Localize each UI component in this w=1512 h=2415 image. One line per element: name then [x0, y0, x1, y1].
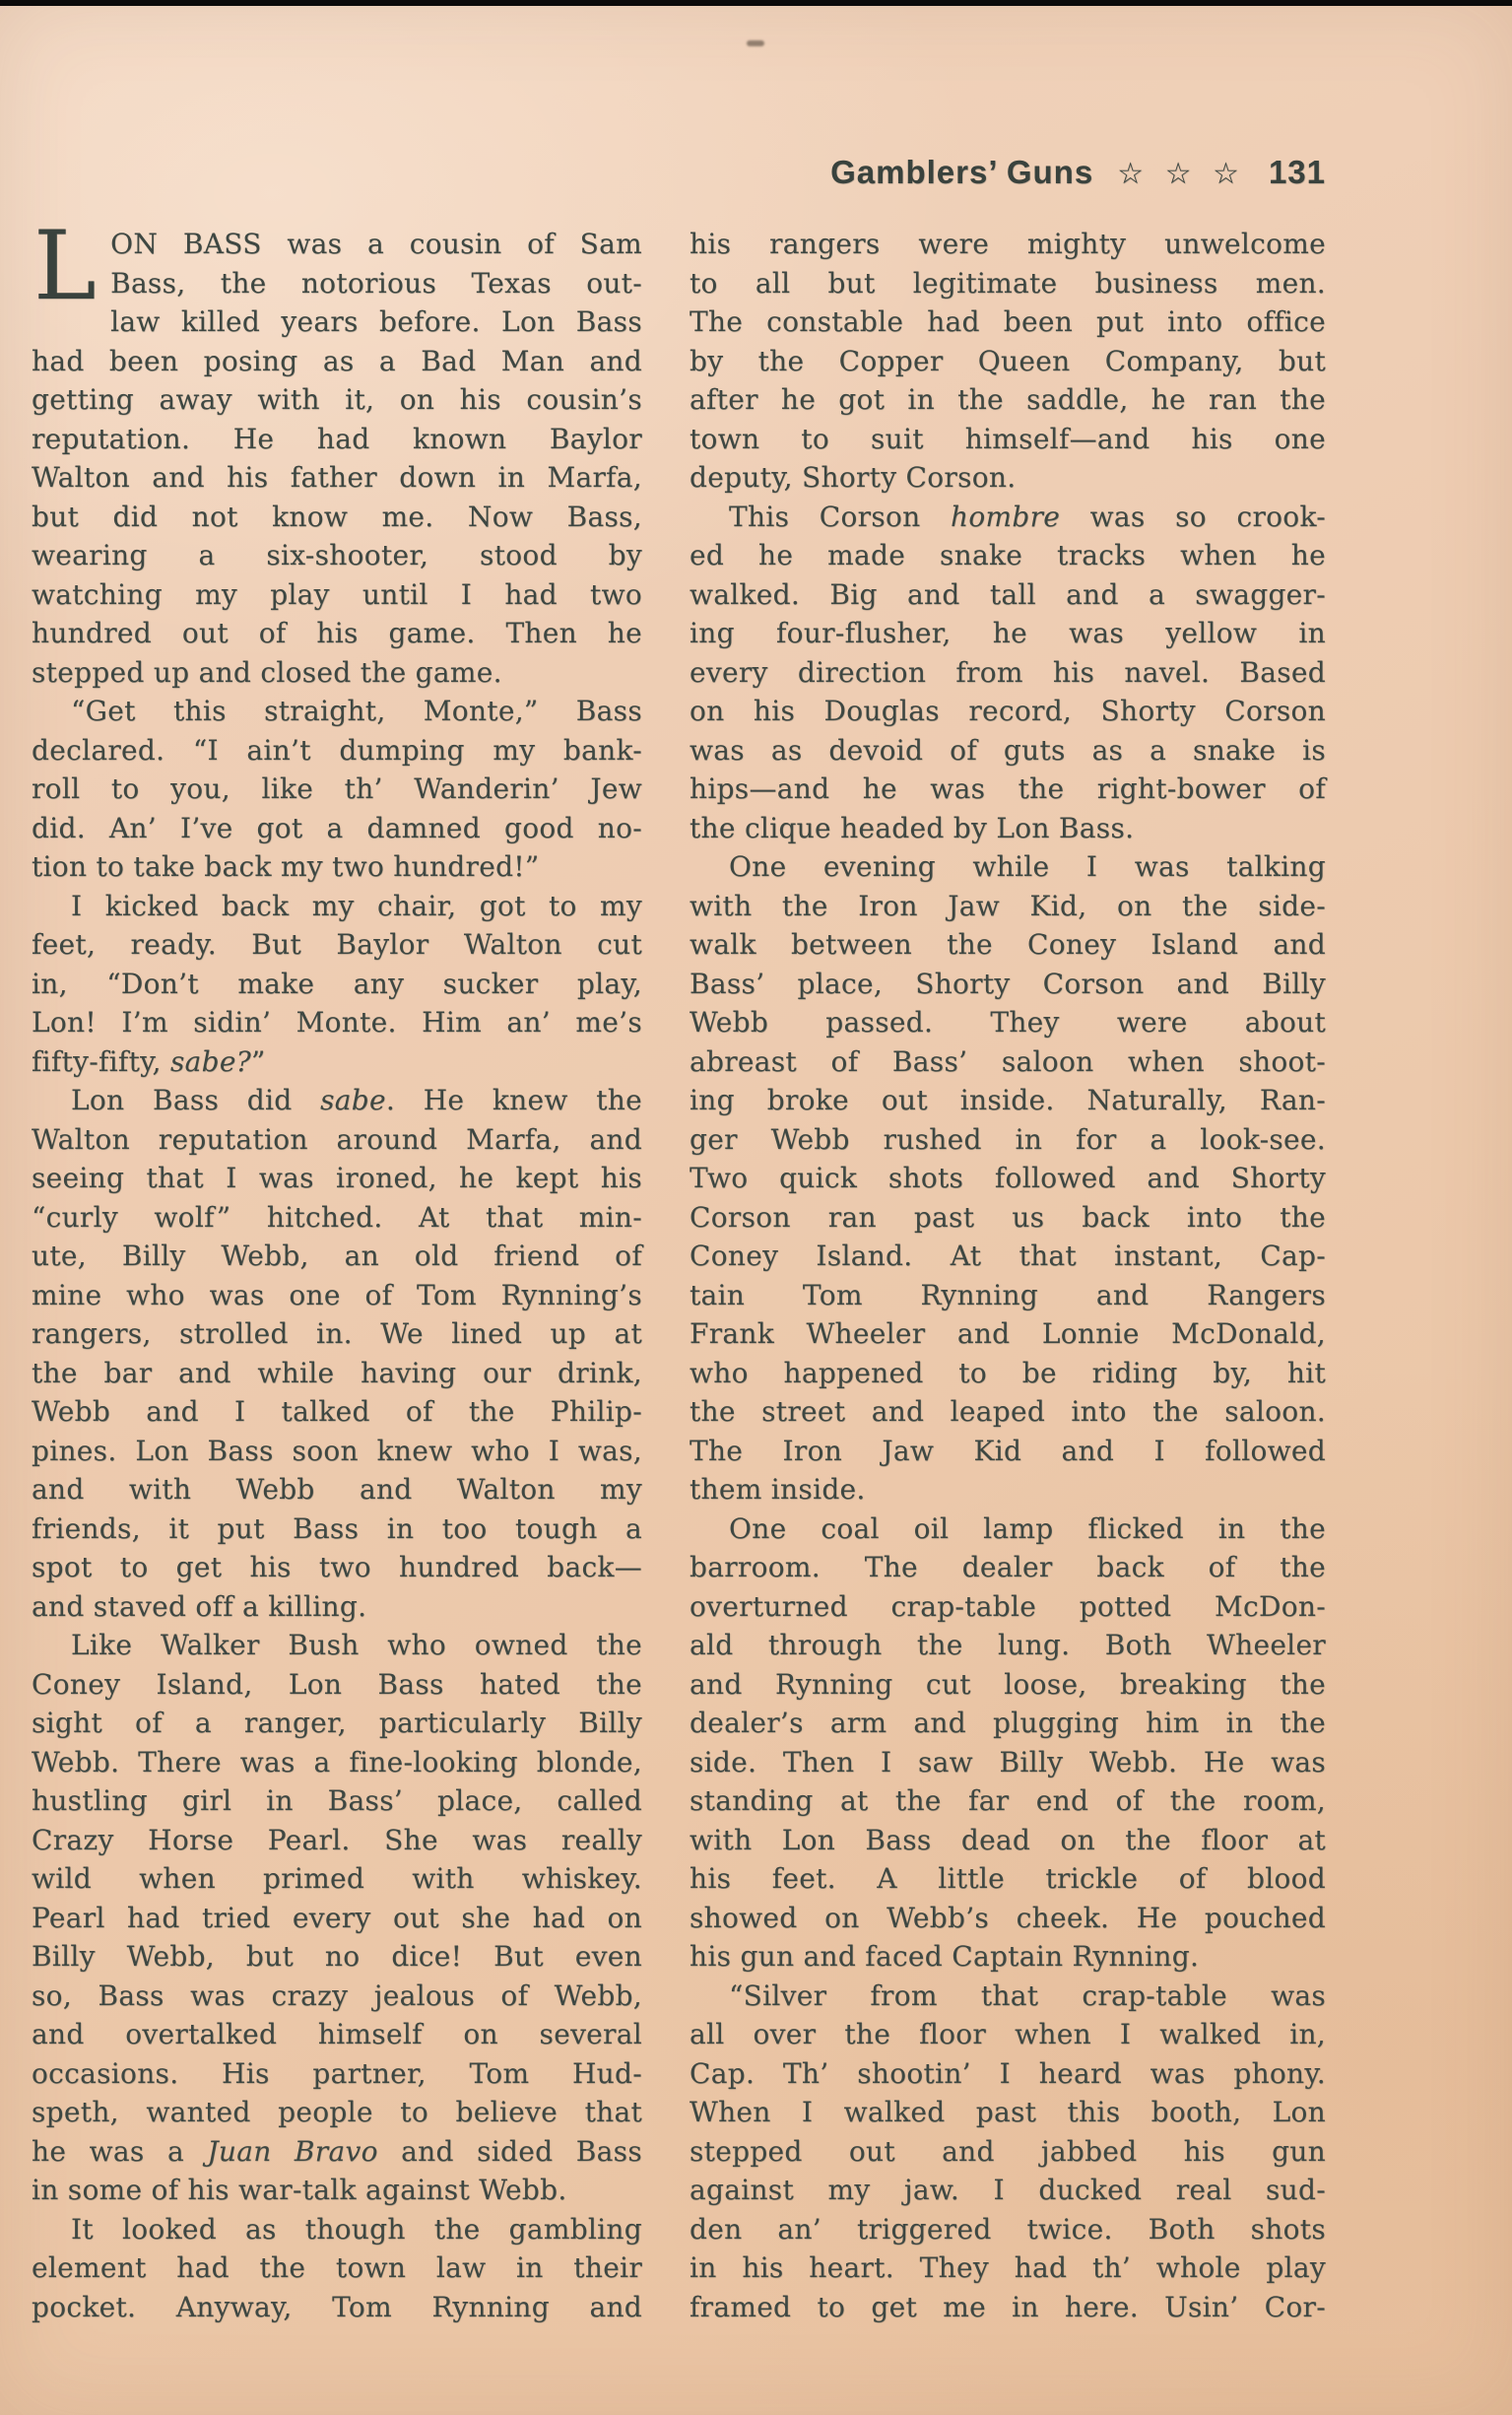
- text-line: against my jaw. I ducked real sud-: [690, 2174, 1326, 2206]
- text-line: his rangers were mighty unwelcome: [690, 228, 1326, 260]
- text-line: Cap. Th’ shootin’ I heard was phony.: [690, 2056, 1326, 2090]
- text-line: tain Tom Rynning and Rangers: [690, 1278, 1326, 1311]
- text-line: by the Copper Queen Company, but: [690, 344, 1326, 377]
- text-line: did. An’ I’ve got a damned good no-: [32, 811, 642, 844]
- text-line: walk between the Coney Island and: [690, 928, 1326, 961]
- scan-edge: [0, 0, 1512, 6]
- paragraph: [32, 2210, 642, 2327]
- paragraph: [690, 1977, 1326, 2327]
- italic-phrase: Juan Bravo: [207, 2134, 378, 2168]
- text-line: overturned crap-table potted McDon-: [690, 1589, 1326, 1623]
- text-line: who happened to be riding by, hit: [690, 1356, 1326, 1389]
- text-line: with the Iron Jaw Kid, on the side-: [690, 889, 1326, 922]
- text-line: ute, Billy Webb, an old friend of: [32, 1240, 642, 1272]
- text-line: in some of his war-talk against Webb.: [32, 2174, 567, 2206]
- text-line: hips—and he was the right-bower of: [690, 772, 1326, 805]
- paragraph: [690, 498, 1326, 848]
- text-line: his feet. A little trickle of blood: [690, 1862, 1326, 1895]
- text-line: tion to take back my two hundred!”: [32, 850, 540, 883]
- text-line: element had the town law in their: [32, 2251, 642, 2284]
- text-line: his gun and faced Captain Rynning.: [690, 1940, 1200, 1973]
- text-line: framed to get me in here. Usin’ Cor-: [690, 2290, 1326, 2323]
- text-line: standing at the far end of the room,: [690, 1784, 1326, 1817]
- text-line: “curly wolf” hitched. At that min-: [32, 1200, 642, 1234]
- text-line: Frank Wheeler and Lonnie McDonald,: [690, 1317, 1326, 1350]
- text-line: in, “Don’t make any sucker play,: [32, 967, 642, 1000]
- text-line: The Iron Jaw Kid and I followed: [690, 1434, 1326, 1467]
- text-line: pines. Lon Bass soon knew who I was,: [32, 1434, 642, 1467]
- text-line: seeing that I was ironed, he kept his: [32, 1162, 642, 1194]
- text-line: Walton and his father down in Marfa,: [32, 461, 642, 494]
- left-column: [32, 211, 642, 2326]
- text-line: on his Douglas record, Shorty Corson: [690, 695, 1326, 727]
- text-line: Coney Island, Lon Bass hated the: [32, 1667, 642, 1701]
- text-line: spot to get his two hundred back—: [32, 1551, 642, 1583]
- text-line: he was a Juan Bravo and sided Bass: [32, 2134, 642, 2168]
- text-line: ing four-flusher, he was yellow in: [690, 617, 1326, 649]
- text-line: pocket. Anyway, Tom Rynning and: [32, 2290, 642, 2323]
- text-line: This Corson hombre was so crook-: [729, 500, 1326, 533]
- text-line: all over the floor when I walked in,: [690, 2018, 1326, 2050]
- text-line: Lon Bass did sabe. He knew the: [71, 1084, 642, 1116]
- text-line: friends, it put Bass in too tough a: [32, 1511, 642, 1545]
- text-line: One coal oil lamp flicked in the: [729, 1511, 1326, 1545]
- text-line: law killed years before. Lon Bass: [110, 305, 642, 338]
- text-line: ald through the lung. Both Wheeler: [690, 1629, 1326, 1661]
- text-line: roll to you, like th’ Wanderin’ Jew: [32, 772, 642, 805]
- text-line: Webb and I talked of the Philip-: [32, 1395, 642, 1428]
- text-line: Bass’ place, Shorty Corson and Billy: [690, 967, 1326, 1000]
- text-line: showed on Webb’s cheek. He pouched: [690, 1901, 1326, 1934]
- italic-phrase: sabe: [320, 1084, 386, 1116]
- text-line: It looked as though the gambling: [71, 2212, 642, 2246]
- text-line: den an’ triggered twice. Both shots: [690, 2212, 1326, 2246]
- text-line: barroom. The dealer back of the: [690, 1551, 1326, 1583]
- paragraph: [690, 1509, 1326, 1977]
- text-line: Pearl had tried every out she had on: [32, 1901, 642, 1934]
- text-line: speth, wanted people to believe that: [32, 2096, 642, 2128]
- text-line: dealer’s arm and plugging him in the: [690, 1707, 1326, 1739]
- paragraph: [32, 1626, 642, 2210]
- text-line: stepped out and jabbed his gun: [690, 2134, 1326, 2168]
- text-line: in his heart. They had th’ whole play: [690, 2251, 1326, 2284]
- paragraph: [32, 692, 642, 887]
- text-line: walked. Big and tall and a swagger-: [690, 577, 1326, 611]
- text-line: hustling girl in Bass’ place, called: [32, 1784, 642, 1817]
- text-line: “Get this straight, Monte,” Bass: [71, 695, 642, 727]
- text-line: side. Then I saw Billy Webb. He was: [690, 1745, 1326, 1778]
- text-line: watching my play until I had two: [32, 577, 642, 611]
- text-line: Coney Island. At that instant, Cap-: [690, 1240, 1326, 1272]
- running-header: [830, 154, 1326, 191]
- text-line: wild when primed with whiskey.: [32, 1862, 642, 1895]
- text-line: wearing a six-shooter, stood by: [32, 539, 642, 571]
- text-line: them inside.: [690, 1473, 866, 1506]
- drop-cap: L: [33, 211, 98, 321]
- text-line: was as devoid of guts as a snake is: [690, 733, 1326, 767]
- text-line: Webb. There was a fine-looking blonde,: [32, 1745, 642, 1778]
- text-line: abreast of Bass’ saloon when shoot-: [690, 1044, 1326, 1078]
- right-column: [690, 225, 1326, 2326]
- text-line: so, Bass was crazy jealous of Webb,: [32, 1979, 642, 2012]
- text-line: occasions. His partner, Tom Hud-: [32, 2056, 642, 2090]
- text-line: the street and leaped into the saloon.: [690, 1395, 1326, 1428]
- text-line: The constable had been put into office: [690, 305, 1326, 338]
- italic-phrase: sabe?: [169, 1044, 252, 1078]
- text-line: mine who was one of Tom Rynning’s: [32, 1278, 642, 1311]
- text-line: hundred out of his game. Then he: [32, 617, 642, 649]
- paragraph: [32, 1081, 642, 1626]
- paragraph: [32, 211, 642, 692]
- text-line: rangers, strolled in. We lined up at: [32, 1317, 642, 1350]
- text-line: with Lon Bass dead on the floor at: [690, 1823, 1326, 1856]
- paragraph: [32, 887, 642, 1082]
- text-line: Bass, the notorious Texas out-: [110, 266, 642, 300]
- paragraph: [690, 847, 1326, 1509]
- text-line: stepped up and closed the game.: [32, 655, 502, 689]
- text-line: feet, ready. But Baylor Walton cut: [32, 928, 642, 961]
- text-line: but did not know me. Now Bass,: [32, 500, 642, 533]
- text-line: One evening while I was talking: [729, 850, 1326, 883]
- text-line: ger Webb rushed in for a look-see.: [690, 1122, 1326, 1156]
- text-line: Billy Webb, but no dice! But even: [32, 1940, 642, 1973]
- text-line: reputation. He had known Baylor: [32, 422, 642, 455]
- star-decoration: ☆ ☆ ☆: [1117, 157, 1245, 191]
- paragraph: [690, 225, 1326, 498]
- text-line: and with Webb and Walton my: [32, 1473, 642, 1506]
- text-line: ON BASS was a cousin of Sam: [110, 228, 642, 260]
- text-line: I kicked back my chair, got to my: [71, 889, 642, 922]
- text-line: Walton reputation around Marfa, and: [32, 1122, 642, 1156]
- text-line: Two quick shots followed and Shorty: [690, 1162, 1326, 1194]
- text-line: getting away with it, on his cousin’s: [32, 383, 642, 416]
- text-line: Webb passed. They were about: [690, 1006, 1326, 1039]
- text-line: Like Walker Bush who owned the: [71, 1629, 642, 1661]
- text-line: ed he made snake tracks when he: [690, 539, 1326, 571]
- text-line: had been posing as a Bad Man and: [32, 344, 642, 377]
- text-line: fifty-fifty, sabe?”: [32, 1044, 266, 1078]
- text-line: and staved off a killing.: [32, 1589, 367, 1623]
- text-line: ing broke out inside. Naturally, Ran-: [690, 1084, 1326, 1116]
- text-line: and overtalked himself on several: [32, 2018, 642, 2050]
- text-line: the bar and while having our drink,: [32, 1356, 642, 1389]
- text-line: Lon! I’m sidin’ Monte. Him an’ me’s: [32, 1006, 642, 1039]
- text-line: Crazy Horse Pearl. She was really: [32, 1823, 642, 1856]
- text-line: town to suit himself—and his one: [690, 422, 1326, 455]
- text-line: after he got in the saddle, he ran the: [690, 383, 1326, 416]
- page-number: 131: [1268, 154, 1326, 190]
- text-line: declared. “I ain’t dumping my bank-: [32, 733, 642, 767]
- text-line: deputy, Shorty Corson.: [690, 461, 1017, 494]
- text-line: When I walked past this booth, Lon: [690, 2096, 1326, 2128]
- story-title: Gamblers’ Guns: [830, 154, 1094, 190]
- text-line: and Rynning cut loose, breaking the: [690, 1667, 1326, 1701]
- text-line: to all but legitimate business men.: [690, 266, 1326, 300]
- ink-smudge: [747, 40, 764, 46]
- text-line: sight of a ranger, particularly Billy: [32, 1707, 642, 1739]
- text-line: every direction from his navel. Based: [690, 655, 1326, 689]
- italic-phrase: hombre: [951, 500, 1061, 533]
- text-line: “Silver from that crap-table was: [729, 1979, 1326, 2012]
- text-line: the clique headed by Lon Bass.: [690, 811, 1135, 844]
- text-line: Corson ran past us back into the: [690, 1200, 1326, 1234]
